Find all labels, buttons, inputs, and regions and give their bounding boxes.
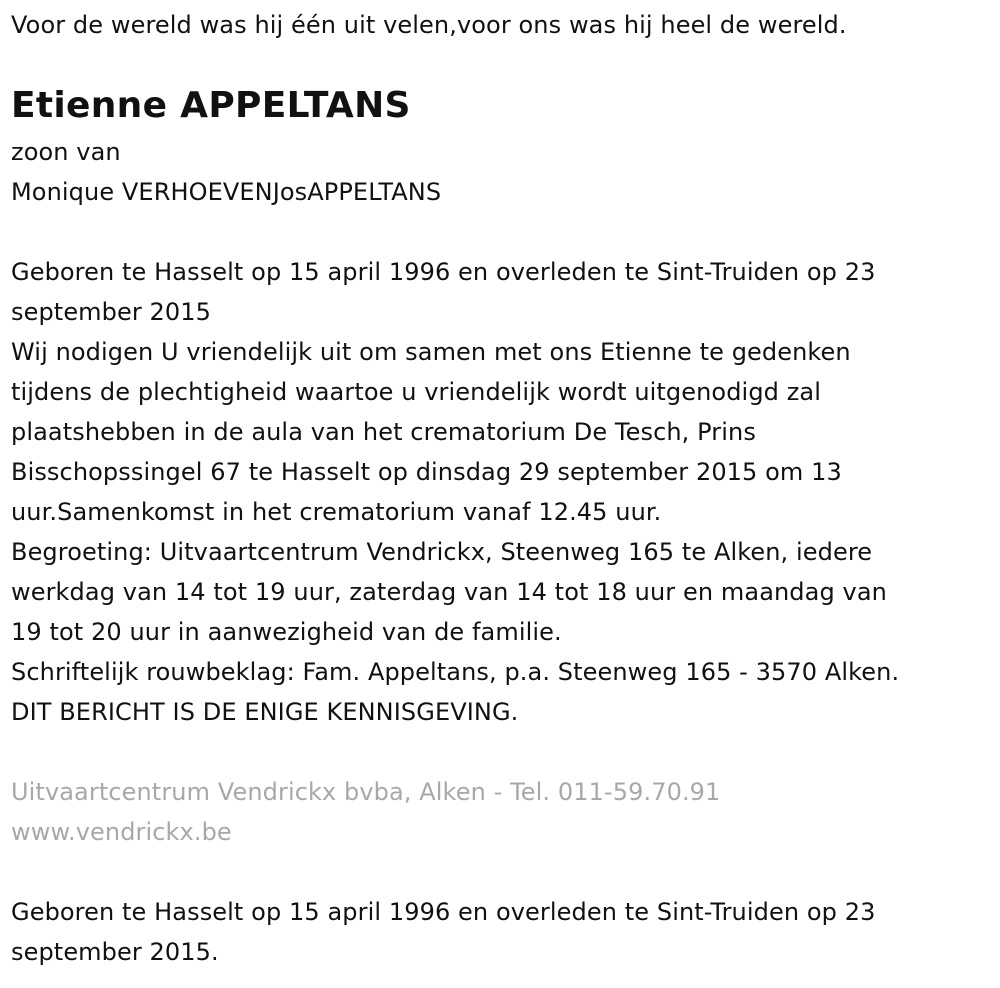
body-line: Begroeting: Uitvaartcentrum Vendrickx, Steenweg 165 te Alken, iedere [11,538,873,566]
undertaker-name: Uitvaartcentrum Vendrickx bvba, Alken - Tel. 011-59.70.91 [11,778,721,806]
undertaker-info [11,772,991,852]
notice-footer [11,892,991,972]
body-line: uur.Samenkomst in het crematorium vanaf 12.45 uur. [11,498,662,526]
motto: Voor de wereld was hij één uit velen,voor ons was hij heel de wereld. [11,11,847,39]
death-notice [11,0,991,972]
body-line: Schriftelijk rouwbeklag: Fam. Appeltans, p.a. Steenweg 165 - 3570 Alken. [11,658,900,686]
body-line: DIT BERICHT IS DE ENIGE KENNISGEVING. [11,698,519,726]
footer-line: september 2015. [11,938,219,966]
body-line: Wij nodigen U vriendelijk uit om samen met ons Etienne te gedenken [11,338,851,366]
parents-names: Monique VERHOEVENJosAPPELTANS [11,178,442,206]
body-line: Geboren te Hasselt op 15 april 1996 en overleden te Sint-Truiden op 23 [11,258,876,286]
footer-line: Geboren te Hasselt op 15 april 1996 en overleden te Sint-Truiden op 23 [11,898,876,926]
body-line: tijdens de plechtigheid waartoe u vriendelijk wordt uitgenodigd zal [11,378,821,406]
spacer [11,212,991,252]
undertaker-website[interactable]: www.vendrickx.be [11,818,232,846]
body-line: september 2015 [11,298,212,326]
body-line: Bisschopssingel 67 te Hasselt op dinsdag 29 september 2015 om 13 [11,458,842,486]
notice-body [11,252,991,732]
body-line: 19 tot 20 uur in aanwezigheid van de familie. [11,618,562,646]
body-line: plaatshebben in de aula van het crematorium De Tesch, Prins [11,418,756,446]
spacer [11,732,991,772]
spacer [11,852,991,892]
relation-label: zoon van [11,138,121,166]
deceased-name: Etienne APPELTANS [11,85,411,126]
body-line: werkdag van 14 tot 19 uur, zaterdag van 14 tot 18 uur en maandag van [11,578,887,606]
